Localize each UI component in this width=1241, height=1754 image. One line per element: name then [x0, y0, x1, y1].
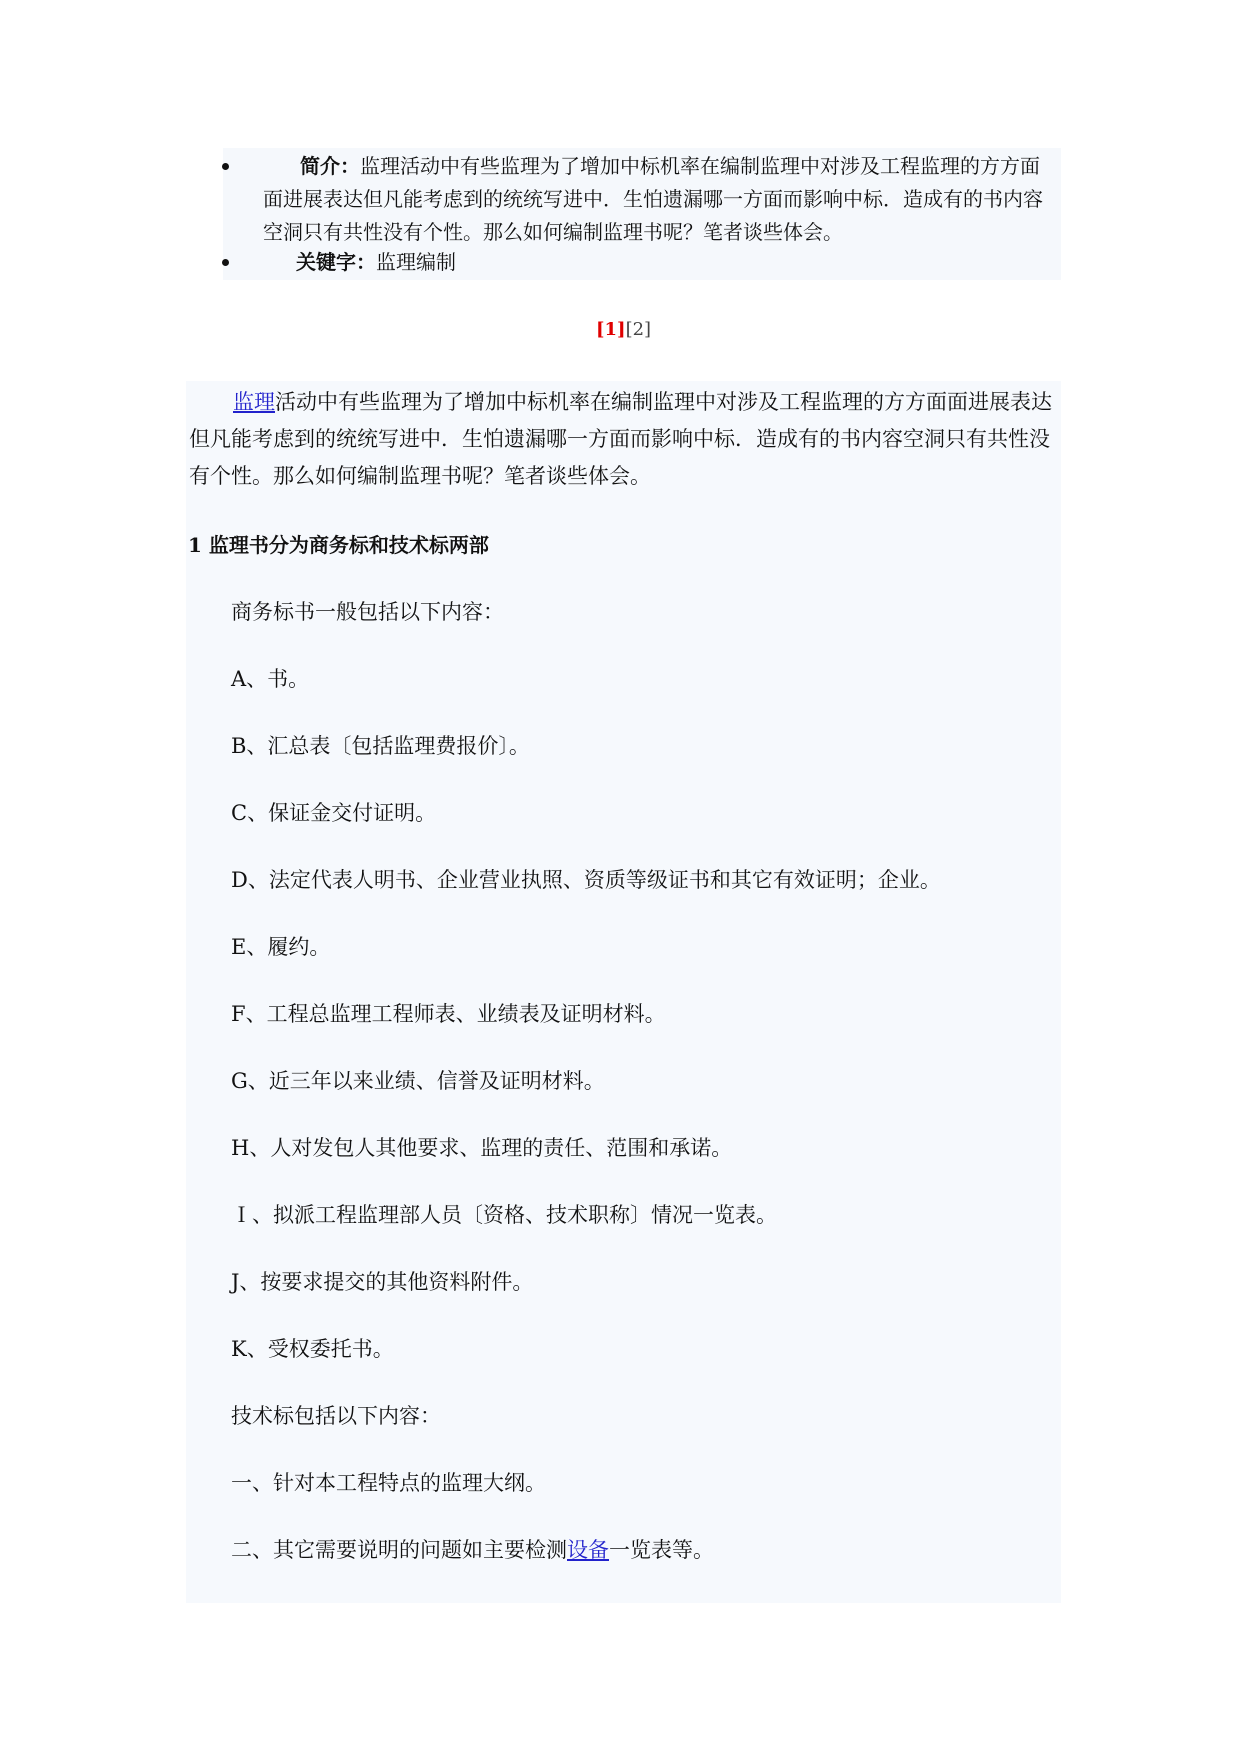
abstract-intro-text [263, 150, 1053, 249]
pagination [596, 318, 651, 342]
current-page: [1] [596, 319, 626, 340]
intro-paragraph [189, 384, 1055, 495]
section-heading: 1 监理书分为商务标和技术标两部 [188, 533, 489, 557]
technical-intro: 技术标包括以下内容： [231, 1404, 441, 1428]
technical-item: 一、针对本工程特点的监理大纲。 [231, 1471, 546, 1495]
keywords-content: 监理编制 [376, 250, 456, 274]
commercial-item: C、保证金交付证明。 [231, 801, 437, 825]
next-page-link[interactable]: [2] [625, 319, 652, 340]
commercial-item: Ｉ、拟派工程监理部人员〔资格、技术职称〕情况一览表。 [231, 1203, 777, 1227]
technical-item [231, 1535, 714, 1565]
commercial-item: K、受权委托书。 [231, 1337, 394, 1361]
technical-item-suffix: 一览表等。 [609, 1538, 714, 1562]
equipment-link[interactable]: 设备 [567, 1538, 609, 1562]
keywords-label: 关键字： [296, 250, 376, 274]
bullet-icon [222, 163, 229, 170]
commercial-item: J、按要求提交的其他资料附件。 [231, 1270, 534, 1294]
intro-paragraph-text: 活动中有些监理为了增加中标机率在编制监理中对涉及工程监理的方方面面进展表达但凡能考虑到的统统写进中．生怕遗漏哪一方面而影响中标．造成有的书内容空洞只有共性没有个性。那么如何编制监理书呢？笔者谈些体会。 [189, 390, 1052, 488]
commercial-item: G、近三年以来业绩、信誉及证明材料。 [231, 1069, 605, 1093]
commercial-item: F、工程总监理工程师表、业绩表及证明材料。 [231, 1002, 666, 1026]
abstract-intro-item [223, 150, 1061, 249]
commercial-intro: 商务标书一般包括以下内容： [231, 600, 504, 624]
abstract-keywords-text [263, 246, 1053, 279]
commercial-item: H、人对发包人其他要求、监理的责任、范围和承诺。 [231, 1136, 733, 1160]
commercial-item: E、履约。 [231, 935, 331, 959]
commercial-item: A、书。 [231, 667, 310, 691]
abstract-keywords-item [223, 246, 1061, 279]
technical-item-prefix: 二、其它需要说明的问题如主要检测 [231, 1538, 567, 1562]
commercial-item: D、法定代表人明书、企业营业执照、资质等级证书和其它有效证明；企业。 [231, 868, 941, 892]
bullet-icon [222, 259, 229, 266]
abstract-intro-content: 监理活动中有些监理为了增加中标机率在编制监理中对涉及工程监理的方方面面进展表达但凡能考虑到的统统写进中．生怕遗漏哪一方面而影响中标．造成有的书内容空洞只有共性没有个性。那么如何编制监理书呢？笔者谈些体会。 [263, 154, 1043, 244]
abstract-intro-label: 简介： [300, 154, 360, 178]
supervision-link[interactable]: 监理 [233, 390, 275, 414]
commercial-item: B、汇总表〔包括监理费报价〕。 [231, 734, 530, 758]
